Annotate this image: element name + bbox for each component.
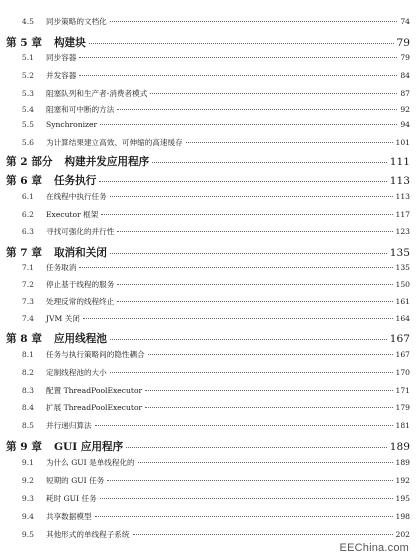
toc-number: 8.5 [21, 421, 34, 430]
toc-page-number: 113 [389, 175, 410, 187]
dot-leader [148, 354, 393, 355]
toc-chapter-row [0, 173, 419, 188]
dot-leader [110, 21, 398, 22]
dot-leader [133, 534, 393, 535]
toc-page-number: 170 [395, 368, 410, 377]
toc-page-number: 101 [395, 138, 410, 147]
toc-title: 应用线程池 [53, 333, 107, 345]
toc-title: 寻找可强化的并行性 [46, 227, 115, 236]
toc-title: 停止基于线程的服务 [46, 280, 115, 289]
toc-section-row [0, 16, 419, 27]
dot-leader [101, 214, 392, 215]
toc-number: 9.1 [21, 458, 34, 467]
toc-number: 8.4 [21, 403, 34, 412]
dot-leader [145, 407, 392, 408]
toc-title: 定制线程池的大小 [46, 368, 107, 377]
toc-page-number: 135 [395, 263, 410, 272]
toc-title: 其他形式的单线程子系统 [46, 530, 130, 539]
dot-leader [152, 162, 386, 163]
toc-number: 8.2 [21, 368, 34, 377]
toc-title: 在线程中执行任务 [46, 192, 107, 201]
toc-section-row [0, 104, 419, 115]
toc-page-number: 84 [400, 71, 410, 80]
toc-section-row [0, 279, 419, 290]
toc-number: 第 9 章 [6, 441, 42, 453]
toc-number: 8.1 [21, 350, 34, 359]
watermark: EEChina.com [339, 542, 409, 554]
toc-title: 阻塞和可中断的方法 [46, 105, 115, 114]
toc-title: 为计算结果建立高效、可伸缩的高速缓存 [46, 138, 183, 147]
toc-title: 耗时 GUI 任务 [46, 494, 97, 503]
toc-number: 7.2 [21, 280, 34, 289]
toc-chapter-row [0, 439, 419, 454]
toc-section-row [0, 296, 419, 307]
dot-leader [138, 462, 393, 463]
toc-title: GUI 应用程序 [53, 441, 124, 453]
toc-number: 9.4 [21, 512, 34, 521]
toc-page-number: 189 [389, 441, 410, 453]
toc-title: 为什么 GUI 是单线程化的 [46, 458, 135, 467]
toc-page-number: 202 [395, 530, 410, 539]
toc-title: 阻塞队列和生产者-消费者模式 [46, 89, 148, 98]
toc-number: 4.5 [21, 17, 34, 26]
toc-title: 短期的 GUI 任务 [46, 476, 105, 485]
toc-number: 第 6 章 [6, 175, 42, 187]
dot-leader [79, 57, 397, 58]
toc-number: 第 7 章 [6, 247, 42, 259]
toc-page-number: 113 [395, 192, 410, 201]
toc-title: 任务执行 [53, 175, 97, 187]
toc-number: 5.6 [21, 138, 34, 147]
toc-number: 9.2 [21, 476, 34, 485]
toc-chapter-row [0, 245, 419, 260]
toc-number: 5.5 [21, 120, 34, 129]
toc-page-number: 189 [395, 458, 410, 467]
toc-section-row [0, 88, 419, 99]
toc-page-number: 192 [395, 476, 410, 485]
toc-page-number: 167 [395, 350, 410, 359]
toc-number: 第 8 章 [6, 333, 42, 345]
toc-page-number: 198 [395, 512, 410, 521]
dot-leader [79, 267, 392, 268]
dot-leader [110, 196, 393, 197]
toc-number: 第 2 部分 [6, 156, 53, 168]
toc-page-number: 111 [389, 156, 410, 168]
toc-page-number: 195 [395, 494, 410, 503]
toc-number: 9.3 [21, 494, 34, 503]
toc-title: 任务与执行策略间的隐性耦合 [46, 350, 145, 359]
dot-leader [99, 181, 386, 182]
toc-number: 5.1 [21, 53, 34, 62]
toc-title: 共享数据模型 [46, 512, 92, 521]
dot-leader [107, 480, 392, 481]
toc-title: Executor 框架 [46, 210, 99, 219]
toc-section-row [0, 313, 419, 324]
toc-number: 6.3 [21, 227, 34, 236]
toc-title: 配置 ThreadPoolExecutor [46, 386, 143, 395]
toc-number: 6.1 [21, 192, 34, 201]
dot-leader [110, 339, 387, 340]
toc-section-row [0, 385, 419, 396]
dot-leader [110, 372, 393, 373]
toc-section-row [0, 402, 419, 413]
dot-leader [186, 142, 393, 143]
toc-section-row [0, 191, 419, 202]
toc-section-row [0, 349, 419, 360]
dot-leader [95, 516, 393, 517]
toc-title: Synchronizer [46, 120, 98, 129]
toc-page-number: 94 [400, 120, 410, 129]
toc-number: 5.2 [21, 71, 34, 80]
dot-leader [79, 75, 397, 76]
toc-page-number: 92 [400, 105, 410, 114]
toc-section-row [0, 226, 419, 237]
dot-leader [117, 109, 397, 110]
toc-number: 第 5 章 [6, 37, 42, 49]
dot-leader [126, 447, 387, 448]
toc-number: 7.4 [21, 314, 34, 323]
dot-leader [110, 253, 387, 254]
toc-page-number: 167 [389, 333, 410, 345]
dot-leader [89, 43, 394, 44]
toc-number: 7.1 [21, 263, 34, 272]
toc-section-row [0, 137, 419, 148]
toc-page-number: 79 [400, 53, 410, 62]
toc-page-number: 181 [395, 421, 410, 430]
toc-part-row [0, 154, 419, 169]
toc-title: 扩展 ThreadPoolExecutor [46, 403, 143, 412]
toc-section-row [0, 475, 419, 486]
toc-number: 5.3 [21, 89, 34, 98]
toc-number: 7.3 [21, 297, 34, 306]
dot-leader [150, 93, 397, 94]
toc-title: 并行递归算法 [46, 421, 92, 430]
toc-page-number: 171 [395, 386, 410, 395]
toc-section-row [0, 420, 419, 431]
toc-title: 取消和关闭 [53, 247, 107, 259]
toc-page-number: 79 [396, 37, 410, 49]
toc-title: 同步策略的文档化 [46, 17, 107, 26]
toc-section-row [0, 120, 419, 129]
toc-title: JVM 关闭 [46, 314, 80, 323]
toc-title: 构建并发应用程序 [64, 156, 150, 168]
toc-section-row [0, 511, 419, 522]
toc-page-number: 135 [389, 247, 410, 259]
dot-leader [117, 284, 392, 285]
toc-title: 构建块 [53, 37, 86, 49]
dot-leader [95, 425, 393, 426]
toc-number: 5.4 [21, 105, 34, 114]
toc-number: 8.3 [21, 386, 34, 395]
toc-page-number: 179 [395, 403, 410, 412]
toc-title: 处理反常的线程终止 [46, 297, 115, 306]
toc-section-row [0, 262, 419, 273]
toc-title: 同步容器 [46, 53, 77, 62]
toc-number: 9.5 [21, 530, 34, 539]
toc-page-number: 123 [395, 227, 410, 236]
toc-page-number: 161 [395, 297, 410, 306]
toc-title: 并发容器 [46, 71, 77, 80]
toc-section-row [0, 529, 419, 540]
dot-leader [83, 318, 393, 319]
dot-leader [100, 498, 393, 499]
dot-leader [100, 124, 397, 125]
toc-title: 任务取消 [46, 263, 77, 272]
toc-section-row [0, 367, 419, 378]
toc-chapter-row [0, 35, 419, 50]
toc-page-number: 150 [395, 280, 410, 289]
toc-section-row [0, 52, 419, 63]
toc-section-row [0, 70, 419, 81]
dot-leader [145, 390, 392, 391]
toc-chapter-row [0, 331, 419, 346]
toc-page-number: 74 [400, 17, 410, 26]
toc-section-row [0, 493, 419, 504]
toc-page-number: 164 [395, 314, 410, 323]
toc-page-number: 117 [395, 210, 410, 219]
dot-leader [117, 231, 392, 232]
toc-number: 6.2 [21, 210, 34, 219]
toc-page-number: 87 [400, 89, 410, 98]
dot-leader [117, 301, 392, 302]
toc-section-row [0, 209, 419, 220]
toc-section-row [0, 457, 419, 468]
